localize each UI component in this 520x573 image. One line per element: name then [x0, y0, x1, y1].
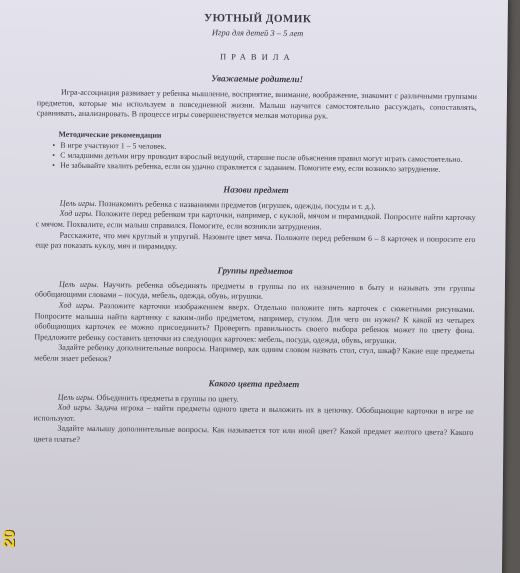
goal-text: Познакомить ребенка с названиями предметов (игрушек, одежды, посуды и т. д.). [98, 198, 376, 211]
recommendation-text: С младшими детьми игру проводит взрослый ведущий, старшие после объяснения правил могут играть самостоятельно. [60, 150, 463, 164]
recommendation-text: В игре участвуют 1 – 5 человек. [60, 140, 167, 151]
recommendation-text: Не забывайте хвалить ребенка, если он удачно справляется с заданием. Помогите ему, если возникло затруднение. [60, 160, 441, 174]
game-subtitle: Игра для детей 3 – 5 лет [211, 27, 304, 39]
bullet-icon: • [52, 140, 56, 150]
goal-text: Объединить предметы в группы по цвету. [96, 392, 239, 404]
date-stamp: 20 [1, 530, 18, 548]
section-title: Какого цвета предмет [208, 377, 300, 389]
rules-heading: ПРАВИЛА [219, 51, 295, 63]
move-paragraph [34, 300, 474, 347]
move-label: Ход игры. [57, 402, 93, 413]
section-title: Группы предметов [217, 265, 293, 276]
goal-label: Цель игры. [57, 392, 95, 402]
extra-paragraph: Расскажите, что мяч круглый и упругий. Назовите цвет мяча. Положите перед ребенком 6 – 8 карточек и попросите его еще раз показать куклу, мяч и пирамидку. [35, 230, 476, 252]
game-title: УЮТНЫЙ ДОМИК [204, 12, 312, 26]
move-text: Задача игрока – найти предметы одного цвета и выложить их в цепочку. Обобщающие карточки в игре не используют. [33, 403, 474, 423]
intro-paragraph: Игра-ассоциация развивает у ребенка мышление, восприятие, внимание, воображение, знакомит с различными группами предметов, которые мы используем в повседневной жизни. Малыш научится самостоятельно рассуждать, сопоставлять, сравнивать, анализировать. В процессе игры совершенствуется мелкая моторика рук. [36, 87, 477, 121]
section-object-groups [34, 263, 475, 368]
recommendations-list [36, 140, 476, 175]
goal-text: Научить ребенка объединять предметы в группы по их назначению в быту и называть эти группы обобщающими словами – посуда, мебель, одежда, обувь, игрушки. [34, 279, 476, 302]
extra-paragraph: Задайте ребенку дополнительные вопросы. Например, как одним словом назвать стол, стул, шкаф? Какие еще предметы мебели знает ребенок? [34, 342, 475, 364]
bullet-icon: • [52, 150, 56, 160]
goal-label: Цель игры. [58, 279, 99, 289]
section-name-the-object [35, 182, 476, 256]
move-text: Разложите карточки изображением вверх. Отдельно положите пять карточек с сюжетными рисунками. Попросите малыша найти картинку с каким-либо предметом, например, стулом. Для чего он нужен? К какой из четырех обобщающих карточек ее можно присоединить? Проверить правильность своего выбора ребенок может по цвету фона. Предложите ребенку составить цепочки из следующих карточек: мебель, посуда, одежда, обувь, игрушки. [34, 301, 475, 345]
goal-label: Цель игры. [59, 198, 97, 208]
extra-paragraph: Задайте малышу дополнительные вопросы. Как называется тот или иной цвет? Какой предмет желтого цвета? Какого цвета платье? [33, 423, 474, 444]
section-title: Назови предмет [223, 184, 289, 195]
move-label: Ход игры. [58, 300, 95, 310]
recommendations-heading: Методические рекомендации [58, 129, 162, 140]
section-object-color [33, 376, 474, 450]
greeting-heading: Уважаемые родители! [211, 73, 304, 85]
move-text: Положите перед ребенком три карточки, например, с куклой, мячом и пирамидкой. Попросите найти карточку с мячом. Похвалите, если малыш справился. Помогите, если возникли затруднения. [35, 209, 476, 232]
move-label: Ход игры. [59, 209, 94, 219]
sheet-content [33, 4, 478, 449]
bullet-icon: • [52, 160, 55, 170]
